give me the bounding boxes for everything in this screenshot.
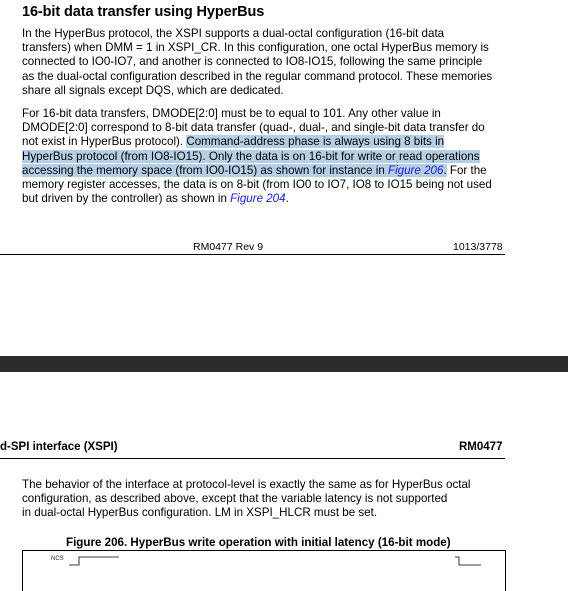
text-line: configuration, as described above, except that the variable latency is not supported xyxy=(22,492,448,506)
text-line: DMODE[2:0] correspond to 8-bit data transfer (quad-, dual-, and single-bit data transfer do xyxy=(22,121,485,135)
running-header-doc-id: RM0477 xyxy=(459,441,503,453)
text-line: For 16-bit data transfers, DMODE[2:0] must be to equal to 101. Any other value in xyxy=(22,107,441,120)
text-line: as the dual-octal configuration described in the regular command protocol. These memories xyxy=(22,69,493,83)
figure-204-link[interactable]: Figure 204 xyxy=(230,192,286,206)
text-segment: but driven by the controller) as shown in xyxy=(22,192,231,206)
text-line xyxy=(22,150,506,164)
text-segment: For the xyxy=(446,163,487,177)
section-title: 16-bit data transfer using HyperBus xyxy=(22,4,265,20)
text-line: transfers) when DMM = 1 in XSPI_CR. In this configuration, one octal HyperBus memory is xyxy=(22,41,489,55)
text-line: in dual-octal HyperBus configuration. LM in XSPI_HLCR must be set. xyxy=(22,506,378,520)
paragraph-dual-octal xyxy=(22,27,506,98)
text-line: In the HyperBus protocol, the XSPI supports a dual-octal configuration (16-bit data xyxy=(22,27,445,40)
document-page-1014 xyxy=(0,372,568,580)
text-line xyxy=(22,135,506,149)
footer-page-number: 1013/3778 xyxy=(453,241,503,253)
text-line: share all signals except DQS, which are dedicated. xyxy=(22,83,284,97)
text-line: The behavior of the interface at protocol-level is exactly the same as for HyperBus octal xyxy=(22,478,471,491)
footer-revision: RM0477 Rev 9 xyxy=(193,241,264,253)
figure-206-diagram xyxy=(22,550,506,591)
ncs-trace-right xyxy=(455,557,481,565)
figure-title: Figure 206. HyperBus write operation with initial latency (16-bit mode) xyxy=(66,536,451,549)
signal-label-ncs: NCS xyxy=(51,556,64,562)
text-segment: . xyxy=(443,163,447,177)
paragraph-protocol-behavior xyxy=(22,478,506,521)
ncs-waveform xyxy=(23,551,505,591)
text-segment: . xyxy=(285,192,289,206)
text-line: memory register accesses, the data is on 8-bit (from IO0 to IO7, IO8 to IO15 being not used xyxy=(22,178,492,192)
text-segment: not exist in HyperBus protocol). xyxy=(22,135,187,149)
selected-text[interactable]: Command-address phase is always using 8 bits in xyxy=(186,135,445,149)
text-line xyxy=(22,164,506,178)
text-line xyxy=(22,192,506,206)
figure-206-link[interactable]: Figure 206 xyxy=(388,163,444,177)
ncs-trace-left xyxy=(69,557,119,565)
header-rule xyxy=(0,458,505,459)
page-separator xyxy=(0,356,568,372)
footer-rule xyxy=(0,254,505,255)
text-line: connected to IO0-IO7, and another is connected to IO8-IO15, following the same principle xyxy=(22,55,483,69)
selected-text[interactable] xyxy=(22,164,447,177)
text-segment: accessing the memory space (from IO0-IO15) as shown for instance in xyxy=(22,163,388,177)
running-header-title: d-SPI interface (XSPI) xyxy=(0,441,118,453)
paragraph-16bit-transfers xyxy=(22,107,506,206)
selected-text[interactable]: HyperBus protocol (from IO8-IO15). Only the data is on 16-bit for write or read operations xyxy=(22,149,480,163)
